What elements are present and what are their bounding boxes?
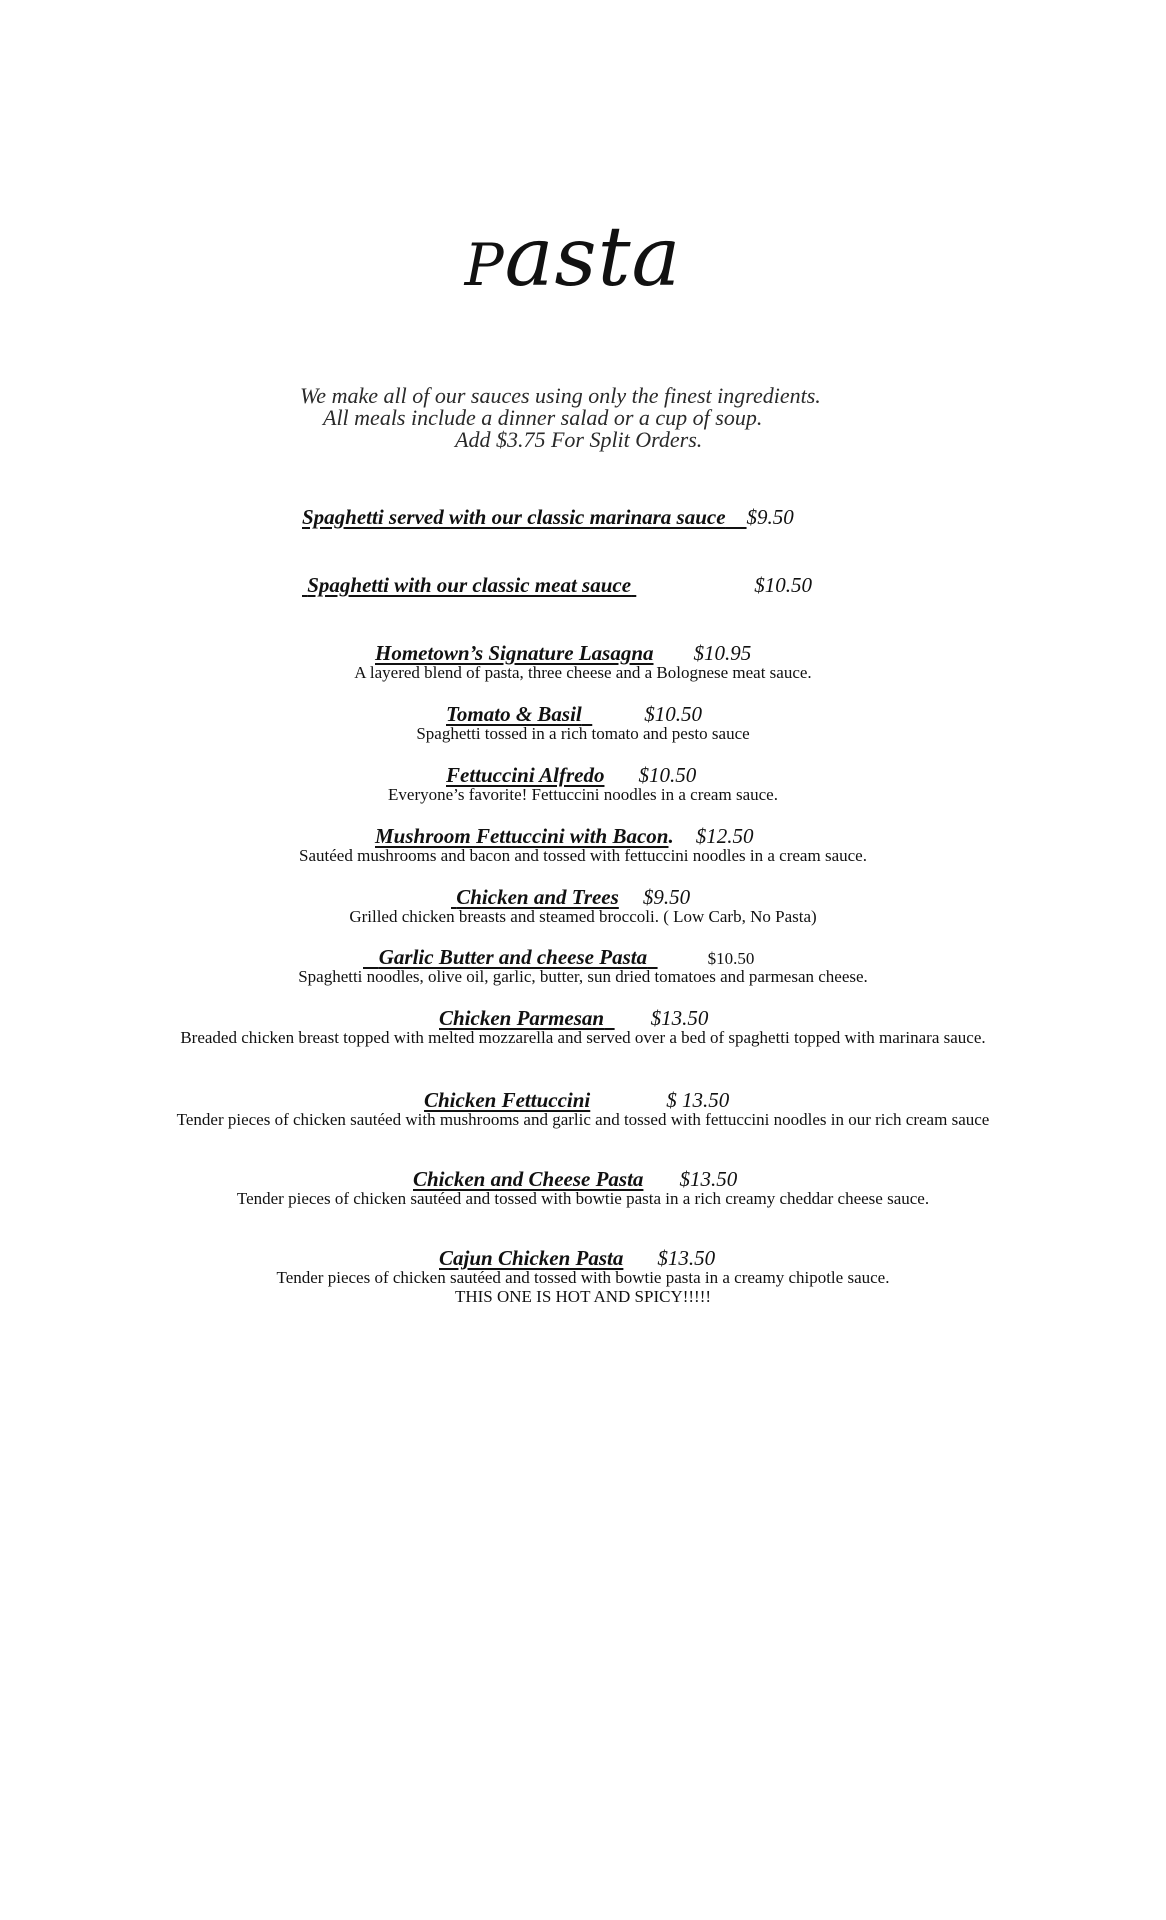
menu-item-spaghetti-meat xyxy=(0,573,1166,597)
menu-item-fettuccini-alfredo xyxy=(0,763,1166,787)
item-name-suffix: . xyxy=(668,824,674,848)
item-name: Spaghetti with our classic meat sauce xyxy=(307,573,632,597)
menu-item-chicken-cheese-pasta xyxy=(0,1167,1166,1191)
menu-item-tomato-basil xyxy=(0,702,1166,726)
item-price: $10.50 xyxy=(638,763,697,787)
item-description: Spaghetti tossed in a rich tomato and pesto sauce xyxy=(416,724,750,743)
item-name: Chicken Fettuccini xyxy=(424,1088,591,1112)
intro-line-1: We make all of our sauces using only the finest ingredients. xyxy=(300,383,821,408)
item-price: $ 13.50 xyxy=(666,1088,730,1112)
title-rest: asta xyxy=(504,210,682,305)
item-name: Tomato & Basil xyxy=(446,702,582,726)
page-title xyxy=(0,208,1146,315)
menu-item-chicken-trees xyxy=(0,885,1166,909)
menu-item-cajun-chicken xyxy=(0,1246,1166,1270)
menu-item-lasagna xyxy=(0,641,1166,665)
item-name: Mushroom Fettuccini with Bacon xyxy=(375,824,669,848)
item-name: Spaghetti served with our classic marinara sauce xyxy=(302,505,726,529)
item-description: Sautéed mushrooms and bacon and tossed with fettuccini noodles in a cream sauce. xyxy=(299,846,867,865)
item-price: $9.50 xyxy=(746,505,794,529)
item-price: $13.50 xyxy=(650,1006,709,1030)
item-name: Hometown’s Signature Lasagna xyxy=(375,641,654,665)
intro-line-3: Add $3.75 For Split Orders. xyxy=(455,427,703,452)
item-note-spicy: THIS ONE IS HOT AND SPICY!!!!! xyxy=(454,1287,712,1306)
item-price: $12.50 xyxy=(695,824,754,848)
item-price: $13.50 xyxy=(679,1167,738,1191)
item-description: Tender pieces of chicken sautéed and tossed with bowtie pasta in a creamy chipotle sauce. xyxy=(276,1268,890,1287)
menu-item-chicken-fettuccini xyxy=(0,1088,1166,1112)
menu-item-mushroom-fettuccini xyxy=(0,824,1166,848)
item-description: A layered blend of pasta, three cheese and a Bolognese meat sauce. xyxy=(354,663,812,682)
item-price: $10.50 xyxy=(644,702,703,726)
item-price: $10.50 xyxy=(707,949,755,968)
intro-text xyxy=(0,385,1166,451)
item-description: Breaded chicken breast topped with melted mozzarella and served over a bed of spaghetti topped with marinara sauce. xyxy=(180,1028,986,1047)
item-price: $9.50 xyxy=(642,885,691,909)
item-name: Fettuccini Alfredo xyxy=(446,763,605,787)
item-description: Grilled chicken breasts and steamed broccoli. ( Low Carb, No Pasta) xyxy=(349,907,817,926)
menu-item-spaghetti-marinara xyxy=(0,505,1166,529)
item-description: Everyone’s favorite! Fettuccini noodles in a cream sauce. xyxy=(388,785,778,804)
item-name: Cajun Chicken Pasta xyxy=(439,1246,624,1270)
item-name: Chicken Parmesan xyxy=(439,1006,605,1030)
item-name: Garlic Butter and cheese Pasta xyxy=(378,945,648,969)
intro-line-2: All meals include a dinner salad or a cup of soup. xyxy=(323,405,763,430)
item-price: $13.50 xyxy=(657,1246,716,1270)
item-description: Tender pieces of chicken sautéed and tossed with bowtie pasta in a rich creamy cheddar cheese sauce. xyxy=(236,1189,930,1208)
item-name: Chicken and Cheese Pasta xyxy=(413,1167,644,1191)
item-name: Chicken and Trees xyxy=(456,885,619,909)
item-price: $10.95 xyxy=(693,641,752,665)
menu-item-chicken-parmesan xyxy=(0,1006,1166,1030)
item-description: Spaghetti noodles, olive oil, garlic, butter, sun dried tomatoes and parmesan cheese. xyxy=(298,967,868,986)
item-price: $10.50 xyxy=(754,573,813,597)
item-description: Tender pieces of chicken sautéed with mushrooms and garlic and tossed with fettuccini noodles in our rich cream sauce xyxy=(176,1110,990,1129)
title-initial: P xyxy=(464,231,505,299)
